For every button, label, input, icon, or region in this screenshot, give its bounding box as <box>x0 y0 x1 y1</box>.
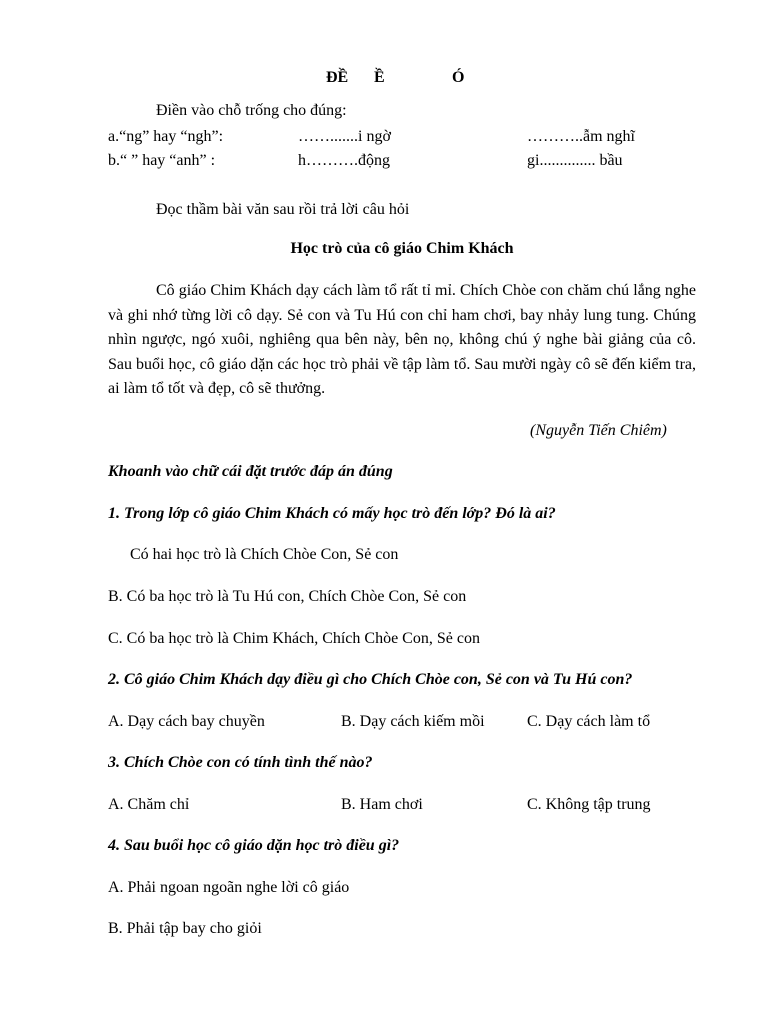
question-4: 4. Sau buổi học cô giáo dặn học trò điều gì? <box>108 837 400 854</box>
fill-row-a-item-1: …….......i ngờ <box>298 128 391 145</box>
passage-body: Cô giáo Chim Khách dạy cách làm tổ rất tỉ mỉ. Chích Chòe con chăm chú lắng nghe và ghi nhớ từng lời cô dạy. Sẻ con và Tu Hú con chỉ ham chơi, bay nhảy lung tung. Chúng nhìn ngược, ngó xuôi, nghiêng qua bên này, bên nọ, không chú ý nghe bài giảng của cô. Sau buổi học, cô giáo dặn các học trò phải về tập làm tổ. Sau mười ngày cô sẽ đến kiểm tra, ai làm tổ tốt và đẹp, cô sẽ thưởng. <box>108 282 696 397</box>
title-part-3: Ó <box>452 69 465 86</box>
question-3-option-c: C. Không tập trung <box>527 796 651 813</box>
fill-in-instruction: Điền vào chỗ trống cho đúng: <box>156 102 347 119</box>
question-2-option-a: A. Dạy cách bay chuyền <box>108 713 265 730</box>
fill-row-a-label: a.“ng” hay “ngh”: <box>108 128 224 145</box>
passage-title: Học trò của cô giáo Chim Khách <box>290 240 514 257</box>
fill-row-b-item-2: gi.............. bầu <box>527 152 623 169</box>
passage-author: (Nguyễn Tiến Chiêm) <box>530 422 667 439</box>
question-3-option-a: A. Chăm chỉ <box>108 796 190 813</box>
question-2-option-b: B. Dạy cách kiếm mồi <box>341 713 485 730</box>
question-2: 2. Cô giáo Chim Khách dạy điều gì cho Chích Chòe con, Sẻ con và Tu Hú con? <box>108 671 633 688</box>
question-4-option-b: B. Phải tập bay cho giỏi <box>108 920 262 937</box>
reading-instruction: Đọc thầm bài văn sau rồi trả lời câu hỏi <box>156 201 410 218</box>
question-1-option-b: B. Có ba học trò là Tu Hú con, Chích Chòe Con, Sẻ con <box>108 588 467 605</box>
question-3: 3. Chích Chòe con có tính tình thế nào? <box>108 754 373 771</box>
question-3-option-b: B. Ham chơi <box>341 796 423 813</box>
question-1: 1. Trong lớp cô giáo Chim Khách có mấy học trò đến lớp? Đó là ai? <box>108 505 556 522</box>
quiz-instruction: Khoanh vào chữ cái đặt trước đáp án đúng <box>108 463 393 480</box>
question-1-option-a: Có hai học trò là Chích Chòe Con, Sẻ con <box>130 546 399 563</box>
title-part-2: Ề <box>374 69 385 86</box>
fill-row-b-label: b.“ ” hay “anh” : <box>108 152 216 169</box>
question-1-option-c: C. Có ba học trò là Chim Khách, Chích Chòe Con, Sẻ con <box>108 630 480 647</box>
question-2-option-c: C. Dạy cách làm tổ <box>527 713 651 730</box>
fill-row-b-item-1: h……….động <box>298 152 390 169</box>
fill-row-a-item-2: ………..ẫm nghĩ <box>527 128 635 145</box>
question-4-option-a: A. Phải ngoan ngoãn nghe lời cô giáo <box>108 879 350 896</box>
title-part-1: ĐỀ <box>326 69 349 86</box>
